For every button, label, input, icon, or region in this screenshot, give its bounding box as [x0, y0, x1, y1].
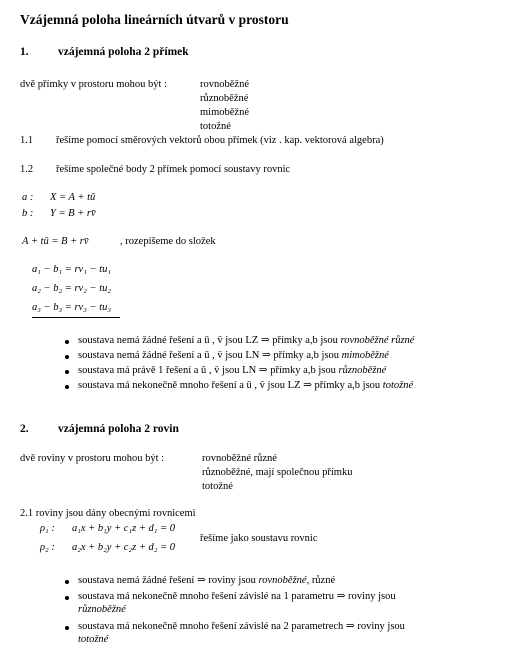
bullet-dot — [65, 580, 69, 584]
bullet-text: soustava má nekonečně mnoho řešení závislé na 1 parametru ⇒ roviny jsou — [78, 591, 396, 602]
option-rovnobezne: rovnoběžné — [200, 79, 249, 90]
combined-equation: A + tū = B + rv̄ — [22, 236, 89, 247]
system-row-1: a₁ − b₁ = rv₁ − tu₁ — [32, 264, 112, 275]
bullet-result: totožné — [382, 380, 414, 391]
line-a-equation: X = A + tū — [50, 192, 96, 203]
plane-1-label: ρ₁ : — [40, 523, 55, 534]
bullet-2-2 — [78, 590, 396, 602]
option-rovnobezne-ruzne: rovnoběžné různé — [202, 453, 277, 464]
bullet-2-3 — [78, 620, 405, 632]
line-a-label: a : — [22, 192, 34, 203]
bullet-tail: , různé — [306, 575, 336, 586]
bullet-text: soustava nemá žádné řešení a ū , v̄ jsou LN ⇒ přímky a,b jsou — [78, 350, 342, 361]
section-1-number: 1. — [20, 46, 29, 58]
bullet-text: soustava má právě 1 řešení a ū , v̄ jsou LN ⇒ přímky a,b jsou — [78, 365, 339, 376]
bullet-1-4 — [78, 379, 413, 391]
item-1-1-number: 1.1 — [20, 135, 34, 146]
bullet-dot — [65, 385, 69, 389]
bullet-2-2-result: různoběžné — [78, 604, 126, 615]
option-mimobezne: mimoběžné — [200, 107, 249, 118]
bullet-dot — [65, 626, 69, 630]
bullet-text: soustava nemá žádné řešení ⇒ roviny jsou — [78, 575, 259, 586]
line-b-label: b : — [22, 208, 34, 219]
item-1-2-text: řešíme společné body 2 přímek pomocí soustavy rovnic — [56, 164, 291, 175]
bullet-2-1 — [78, 574, 335, 586]
bullet-text: soustava má nekonečně mnoho řešení a ū , v̄ jsou LZ ⇒ přímky a,b jsou — [78, 380, 383, 391]
system-row-2: a₂ − b₂ = rv₂ − tu₂ — [32, 283, 112, 294]
bullet-result: rovnoběžné — [258, 575, 307, 586]
bullet-2-3-result: totožné — [78, 634, 109, 645]
bullet-text: soustava má nekonečně mnoho řešení závislé na 2 parametrech ⇒ roviny jsou — [78, 621, 405, 632]
bullet-dot — [65, 370, 69, 374]
bullet-1-1 — [78, 334, 414, 346]
item-1-2-number: 1.2 — [20, 164, 34, 175]
solve-note: řešíme jako soustavu rovnic — [200, 533, 318, 544]
bullet-dot — [65, 596, 69, 600]
section-2-intro: dvě roviny v prostoru mohou být : — [20, 453, 165, 464]
bullet-text: soustava nemá žádné řešení a ū , v̄ jsou LZ ⇒ přímky a,b jsou — [78, 335, 341, 346]
line-b-equation: Y = B + rv̄ — [50, 208, 96, 219]
plane-1-equation: a₁x + b₁y + c₁z + d₁ = 0 — [72, 523, 176, 534]
section-2-number: 2. — [20, 423, 29, 435]
option-ruznobezne: různoběžné — [200, 93, 249, 104]
bullet-dot — [65, 340, 69, 344]
bullet-result: rovnoběžné různé — [340, 335, 415, 346]
item-1-1-text: řešíme pomocí směrových vektorů obou přímek (viz . kap. vektorová algebra) — [56, 135, 384, 146]
option-ruznobezne-primka: různoběžné, mají společnou přímku — [202, 467, 353, 478]
bullet-result: mimoběžné — [341, 350, 389, 361]
bullet-result: různoběžné — [338, 365, 387, 376]
section-1-intro: dvě přímky v prostoru mohou být : — [20, 79, 167, 90]
plane-2-label: ρ₂ : — [40, 542, 55, 553]
bullet-1-2 — [78, 349, 389, 361]
option-totozne: totožné — [200, 121, 231, 132]
system-row-3: a₃ − b₃ = rv₃ − tu₃ — [32, 302, 112, 313]
bullet-dot — [65, 355, 69, 359]
item-2-1-text: 2.1 roviny jsou dány obecnými rovnicemi — [20, 508, 196, 519]
option-totozne: totožné — [202, 481, 233, 492]
section-2-heading: vzájemná poloha 2 rovin — [58, 423, 179, 435]
system-underline — [32, 317, 120, 318]
combined-note: , rozepíšeme do složek — [120, 236, 216, 247]
bullet-1-3 — [78, 364, 386, 376]
page-title: Vzájemná poloha lineárních útvarů v prostoru — [20, 12, 289, 27]
plane-2-equation: a₂x + b₂y + c₂z + d₂ = 0 — [72, 542, 176, 553]
section-1-heading: vzájemná poloha 2 přímek — [58, 46, 189, 58]
